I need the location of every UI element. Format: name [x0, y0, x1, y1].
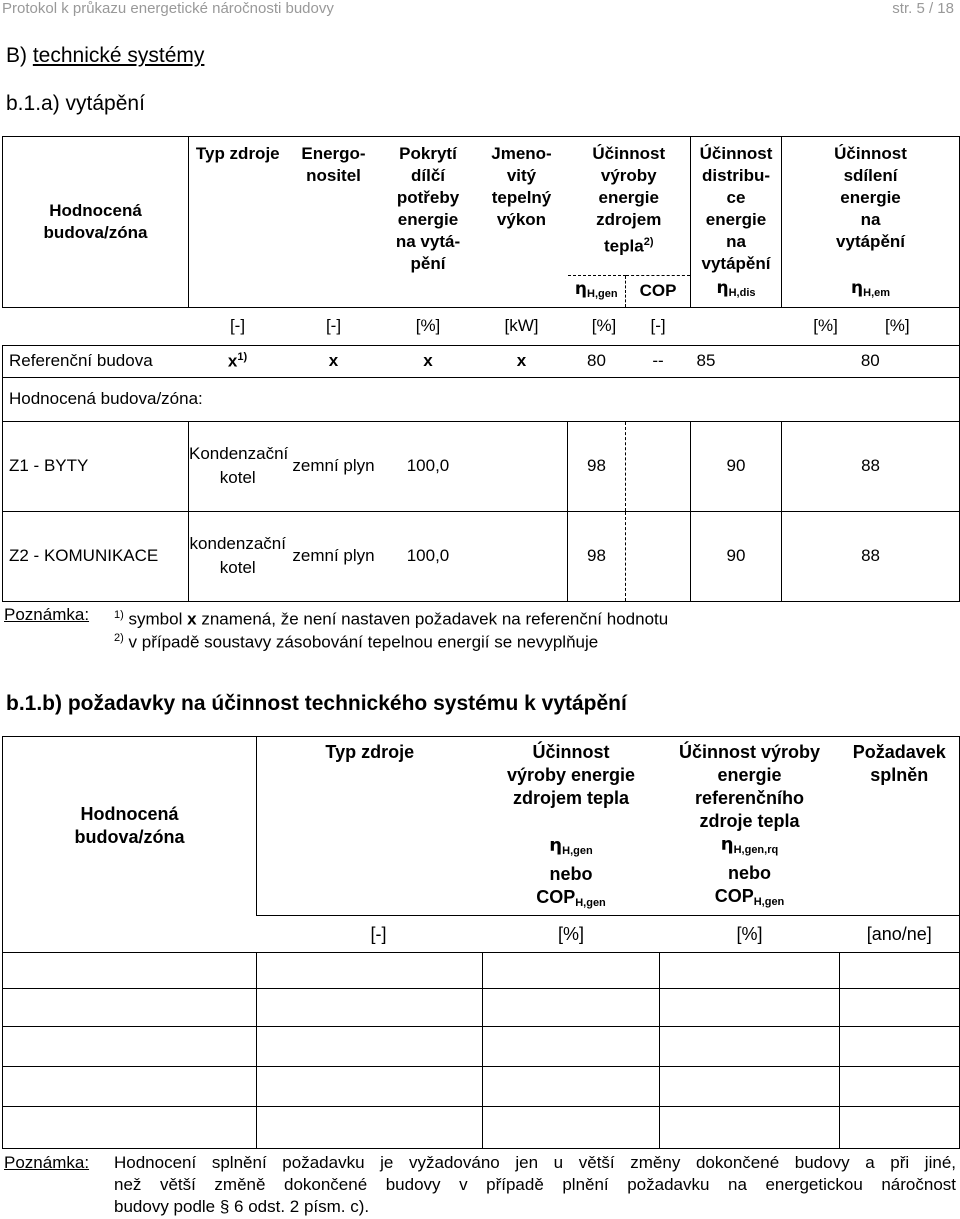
unit-dis: [%]	[782, 307, 880, 345]
th-em-eff	[782, 137, 960, 276]
unit-cop-text: [-]	[650, 316, 666, 335]
th-carrier	[287, 137, 381, 308]
th-em-l5: vytápění	[836, 232, 906, 251]
page-header	[0, 0, 960, 20]
row1-source-l1: Kondenzační	[189, 444, 289, 463]
ref-source-x: x	[227, 351, 238, 371]
row2-em: 88	[782, 511, 960, 601]
units-row	[3, 307, 960, 345]
th-eta-em	[782, 275, 960, 307]
eta-symbol: η	[716, 278, 729, 299]
eta-symbol: η	[851, 278, 864, 299]
unit-cop	[650, 307, 782, 345]
t2-ref-l1: Účinnost výroby	[678, 742, 821, 762]
t2-gen-l1: Účinnost	[532, 742, 610, 762]
t2-zone-l1: Hodnocená	[80, 804, 179, 825]
t2-eta-gen-sub: H,gen	[562, 845, 593, 857]
th-pow-l2: vitý	[506, 166, 537, 185]
t2-gen-l2: výroby energie	[506, 765, 636, 785]
row2-zone: Z2 - KOMUNIKACE	[3, 511, 189, 601]
table-row	[3, 1027, 960, 1067]
th-cov-l3: potřeby	[396, 188, 460, 207]
t2-ref-cop	[660, 885, 840, 914]
th-cov-l5: na vytá-	[395, 232, 461, 251]
table-row	[3, 1107, 960, 1149]
th-source: Typ zdroje	[189, 137, 287, 308]
row2-carrier: zemní plyn	[287, 511, 381, 601]
table-row	[3, 989, 960, 1027]
t2-cop-sub: H,gen	[575, 897, 606, 909]
th-pow-l3: tepelný	[491, 188, 552, 207]
row1-coverage: 100,0	[381, 421, 476, 511]
t2-ref-cop-text: COP	[714, 886, 754, 906]
t2-unit-ref: [%]	[660, 916, 840, 953]
ref-em: 80	[782, 345, 960, 377]
th-gen-l5-text: tepla	[604, 236, 644, 256]
table-row	[3, 953, 960, 989]
t2-gen-cop	[483, 886, 660, 915]
row1-source	[189, 421, 287, 511]
ref-gen: 80	[568, 345, 626, 377]
row2-source	[189, 511, 287, 601]
th-eta-dis	[691, 275, 782, 307]
t2-req-l1: Požadavek	[852, 742, 946, 762]
row1-cop	[626, 421, 691, 511]
t2-unit-gen: [%]	[483, 916, 660, 953]
subsection-a-heading: b.1.a) vytápění	[6, 92, 145, 115]
t2-th-zone	[3, 737, 257, 916]
t2-cop-text: COP	[536, 887, 576, 907]
row2-gen: 98	[568, 511, 626, 601]
unit-em-text: [%]	[884, 316, 910, 335]
note2-line3: budovy podle § 6 odst. 2 písm. c).	[114, 1197, 370, 1216]
unit-em	[880, 307, 960, 345]
evaluated-label: Hodnocená budova/zóna:	[3, 377, 960, 421]
eta-gen-sub: H,gen	[587, 287, 618, 300]
th-dis-l3: ce	[726, 188, 746, 207]
th-eta-gen	[568, 275, 626, 307]
row2-source-l1: kondenzační	[189, 534, 286, 553]
row1-power	[476, 421, 568, 511]
t2-gen-eta	[483, 834, 660, 863]
th-cop: COP	[626, 275, 691, 307]
ref-power: x	[476, 345, 568, 377]
t2-ref-cop-sub: H,gen	[753, 896, 785, 908]
t2-units-row	[3, 916, 960, 953]
th-dis-l5: na	[726, 232, 746, 251]
th-gen-note: 2)	[643, 236, 654, 248]
th-pow-l1: Jmeno-	[491, 144, 552, 163]
note2-label-wrap	[4, 1152, 89, 1174]
th-em-l1: Účinnost	[834, 144, 907, 163]
th-gen-l3: energie	[598, 188, 659, 207]
t2-ref-eta	[660, 833, 840, 862]
row2-power	[476, 511, 568, 601]
th-cov-l6: pění	[410, 254, 446, 273]
note1-line2	[114, 627, 598, 654]
reference-row	[3, 345, 960, 377]
t2-zone-l2: budova/zóna	[74, 827, 185, 848]
t2-unit-req: [ano/ne]	[840, 916, 960, 953]
t2-th-gen	[483, 737, 660, 916]
table-row	[3, 511, 960, 601]
th-dis-l1: Účinnost	[699, 144, 773, 163]
row2-cop	[626, 511, 691, 601]
th-em-l4: na	[860, 210, 881, 229]
ref-source	[189, 345, 287, 377]
th-dis-l2: distribu-	[702, 166, 771, 185]
row2-dis: 90	[691, 511, 782, 601]
section-title: technické systémy	[32, 44, 205, 67]
th-carrier-l2: nositel	[306, 166, 361, 185]
unit-source: [-]	[189, 307, 287, 345]
th-dis-l4: energie	[705, 210, 767, 229]
subsection-b-heading: b.1.b) požadavky na účinnost technického systému k vytápění	[6, 692, 627, 715]
ref-coverage: x	[381, 345, 476, 377]
ref-carrier: x	[287, 345, 381, 377]
note1-n2: 2)	[114, 632, 124, 644]
note2-line1: Hodnocení splnění požadavku je vyžadováno jen u větší změny dokončené budovy a při jiné,	[114, 1153, 956, 1172]
eta-dis-sub: H,dis	[728, 287, 756, 300]
row2-source-l2: kotel	[219, 558, 256, 577]
unit-carrier: [-]	[287, 307, 381, 345]
requirements-table	[2, 736, 960, 1149]
note1-t1b: znamená, že není nastaven požadavek na referenční hodnotu	[201, 609, 669, 629]
note1-label: Poznámka:	[4, 605, 90, 624]
section-heading	[6, 44, 204, 68]
t2-ref-or: nebo	[728, 863, 771, 883]
unit-gen: [%]	[568, 307, 691, 345]
th-em-l2: sdílení	[843, 166, 898, 185]
th-gen-l1: Účinnost	[592, 144, 666, 163]
table-row	[3, 1067, 960, 1107]
note1-t1a: symbol	[128, 609, 183, 629]
note1	[4, 604, 89, 626]
row1-em: 88	[782, 421, 960, 511]
th-dis-eff	[691, 137, 782, 276]
note2-text	[114, 1152, 956, 1218]
row1-carrier: zemní plyn	[287, 421, 381, 511]
ref-dis: 85	[691, 345, 782, 377]
t2-unit-source: [-]	[257, 916, 483, 953]
ref-cop: --	[626, 345, 691, 377]
row2-coverage: 100,0	[381, 511, 476, 601]
row1-zone: Z1 - BYTY	[3, 421, 189, 511]
note1-x: x	[187, 609, 197, 629]
heating-table	[2, 136, 960, 602]
row1-dis: 90	[691, 421, 782, 511]
t2-ref-l3: referenčního	[694, 788, 805, 808]
eta-symbol: η	[549, 835, 563, 856]
th-em-l3: energie	[840, 188, 901, 207]
th-zone	[3, 137, 189, 308]
note2-line2: než větší změně dokončené budovy v případě plnění požadavku na energetickou náročnost	[114, 1175, 956, 1194]
th-cov-l1: Pokrytí	[399, 144, 457, 163]
note1-t2: v případě soustavy zásobování tepelnou energií se nevyplňuje	[128, 632, 599, 652]
th-cov-l2: dílčí	[410, 166, 445, 185]
row1-gen: 98	[568, 421, 626, 511]
ref-label: Referenční budova	[3, 345, 189, 377]
th-gen-l4: zdrojem	[596, 210, 662, 229]
t2-ref-l4: zdroje tepla	[699, 811, 800, 831]
page-number: str. 5 / 18	[892, 0, 954, 17]
th-gen-l2: výroby	[600, 166, 657, 185]
t2-eta-ref-sub: H,gen,rq	[733, 844, 779, 856]
th-pow-l4: výkon	[496, 210, 547, 229]
t2-gen-l3: zdrojem tepla	[512, 788, 630, 808]
th-carrier-l1: Energo-	[301, 144, 366, 163]
table-row	[3, 421, 960, 511]
note1-n1: 1)	[114, 609, 124, 621]
t2-ref-l2: energie	[717, 765, 782, 785]
t2-th-ref	[660, 737, 840, 916]
th-gen-eff	[568, 137, 691, 276]
th-dis-l6: vytápění	[701, 254, 771, 273]
eta-symbol: η	[720, 834, 734, 855]
th-power	[476, 137, 568, 308]
th-zone-text: Hodnocená budova/zóna	[43, 200, 148, 242]
th-gen-l5	[568, 231, 691, 258]
section-prefix: B)	[6, 44, 27, 67]
ref-source-note: 1)	[237, 350, 248, 363]
t2-th-source: Typ zdroje	[257, 737, 483, 916]
unit-coverage: [%]	[381, 307, 476, 345]
t2-gen-or: nebo	[549, 864, 593, 884]
t2-th-req	[840, 737, 960, 916]
note2-label: Poznámka:	[4, 1153, 90, 1172]
eta-em-sub: H,em	[863, 287, 891, 300]
th-cov-l4: energie	[397, 210, 459, 229]
unit-power: [kW]	[476, 307, 568, 345]
document-title: Protokol k průkazu energetické náročnosti budovy	[2, 0, 334, 17]
th-coverage	[381, 137, 476, 308]
eta-symbol: η	[574, 278, 588, 299]
t2-req-l2: splněn	[870, 765, 929, 785]
row1-source-l2: kotel	[219, 468, 256, 487]
